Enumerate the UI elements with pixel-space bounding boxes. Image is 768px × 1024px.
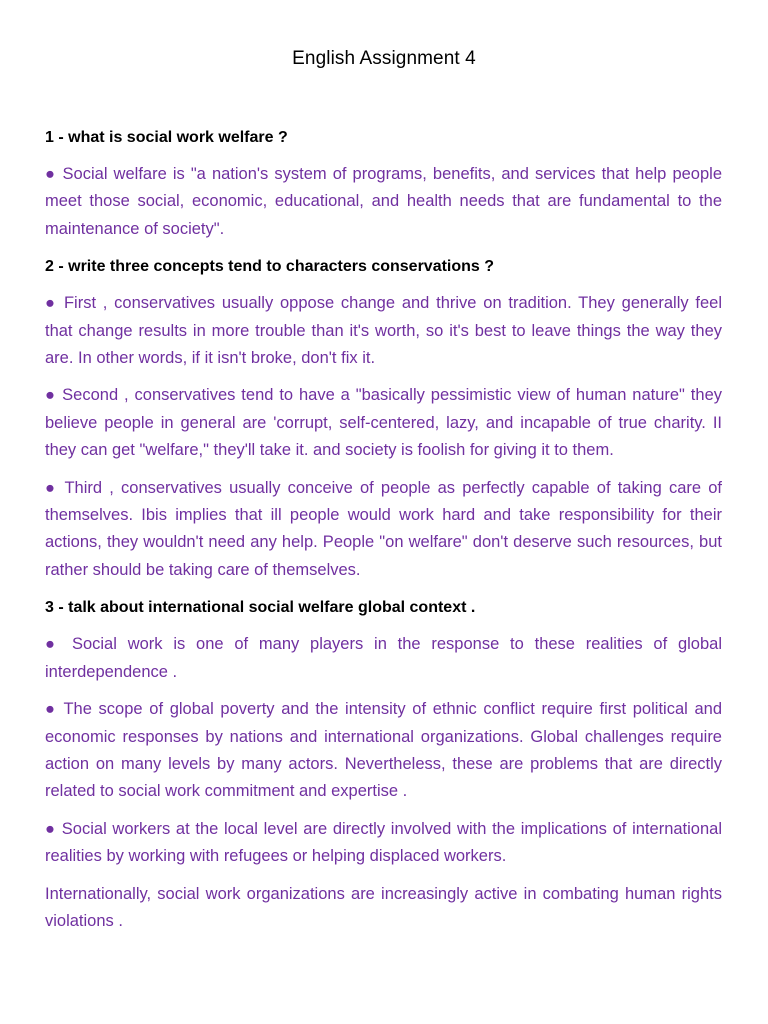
answer-3-fourth-paragraph: Internationally, social work organizations are increasingly active in combating human rights violations . <box>45 884 722 930</box>
answer-3-second-paragraph: ● The scope of global poverty and the intensity of ethnic conflict require first political and economic responses by nations and international organizations. Global challenges require action on many levels by many actors. Nevertheless, these are problems that are directly related to social work commitment and expertise . <box>45 700 722 801</box>
document-body <box>45 124 722 945</box>
question-3: 3 - talk about international social welfare global context . <box>45 599 476 617</box>
question-2: 2 - write three concepts tend to characters conservations ? <box>45 258 495 276</box>
answer-2-second-paragraph: ● Second , conservatives tend to have a "basically pessimistic view of human nature" they believe people in general are 'corrupt, self-centered, lazy, and incapable of true charity. II they can get "welfare," they'll take it. and society is foolish for giving it to them. <box>45 386 722 460</box>
answer-3-third-paragraph: ● Social workers at the local level are directly involved with the implications of international realities by working with refugees or helping displaced workers. <box>45 819 722 866</box>
answer-3-first-paragraph: ● Social work is one of many players in the response to these realities of global interdependence . <box>45 635 722 681</box>
document-title: English Assignment 4 <box>292 48 476 69</box>
question-1: 1 - what is social work welfare ? <box>45 129 288 146</box>
answer-1-paragraph: ● Social welfare is "a nation's system of programs, benefits, and services that help people meet those social, economic, educational, and health needs that are fundamental to the maintenance of society". <box>45 165 722 238</box>
answer-2-third-paragraph: ● Third , conservatives usually conceive of people as perfectly capable of taking care of themselves. Ibis implies that ill people would work hard and take responsibility for their actions, they wouldn't need any help. People "on welfare" don't deserve such resources, but rather should be taking care of themselves. <box>45 478 722 579</box>
answer-2-first-paragraph: ● First , conservatives usually oppose change and thrive on tradition. They generally feel that change results in more trouble than it's worth, so it's best to leave things the way they are. In other words, if it isn't broke, don't fix it. <box>45 294 722 368</box>
